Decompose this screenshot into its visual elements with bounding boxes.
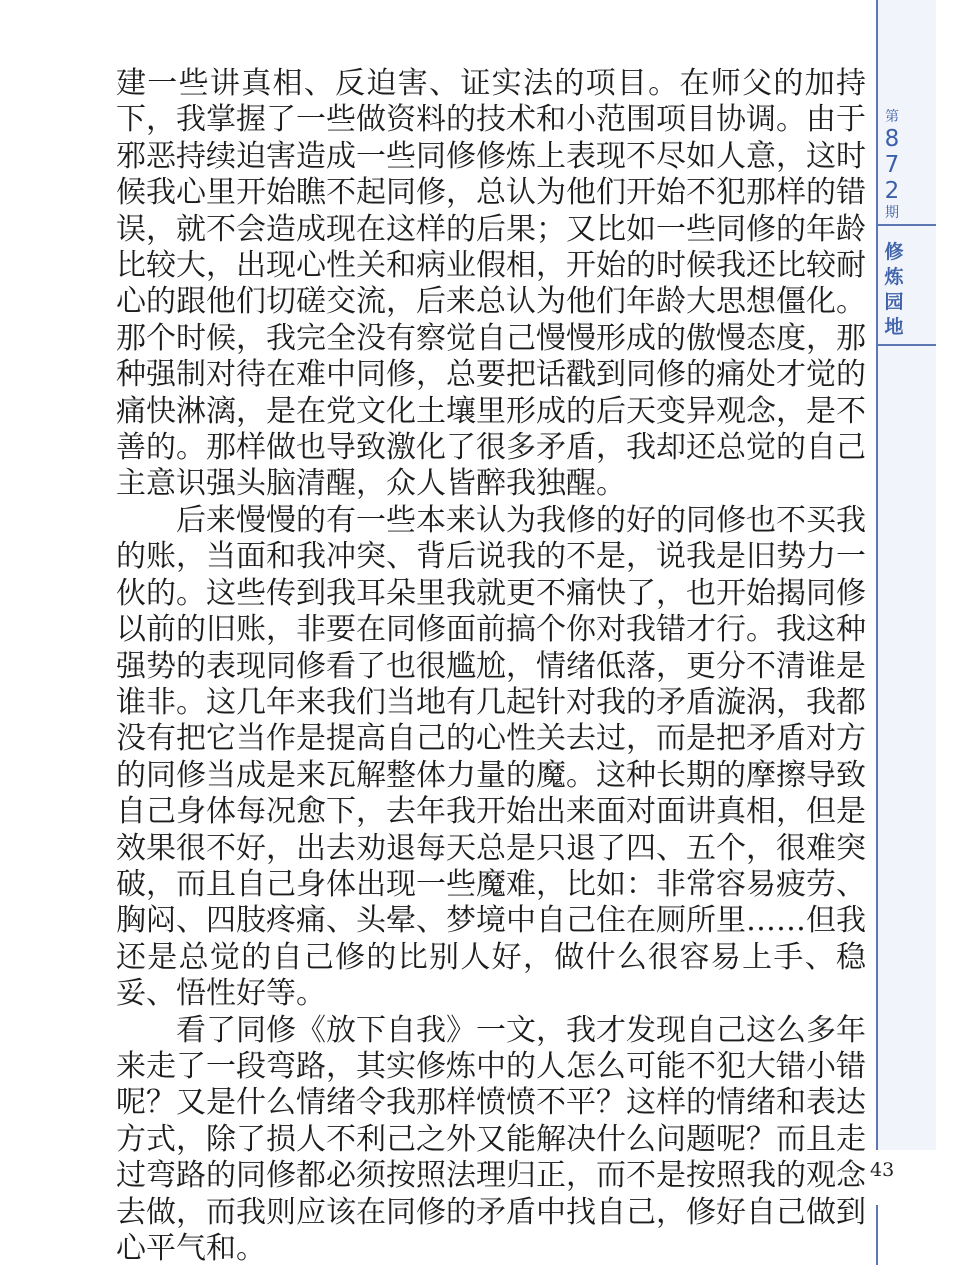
sidebar-bottom-line bbox=[876, 1205, 878, 1265]
paragraph: 后来慢慢的有一些本来认为我修的好的同修也不买我的账，当面和我冲突、背后说我的不是，说我是旧势力一伙的。这些传到我耳朵里我就更不痛快了，也开始揭同修以前的旧账，非要在同修面前搞个你对我错才行。我这种强势的表现同修看了也很尴尬，情绪低落，更分不清谁是谁非。这几年来我们当地有几起针对我的矛盾漩涡，我都没有把它当作是提高自己的心性关去过，而是把矛盾对方的同修当成是来瓦解整体力量的魔。这种长期的摩擦导致自己身体每况愈下，去年我开始出来面对面讲真相，但是效果很不好，出去劝退每天总是只退了四、五个，很难突破，而且自己身体出现一些魔难，比如：非常容易疲劳、胸闷、四肢疼痛、头晕、梦境中自己住在厕所里……但我还是总觉的自己修的比别人好，做什么很容易上手、稳妥、悟性好等。 bbox=[116, 502, 866, 1012]
body-text bbox=[116, 66, 866, 1267]
section-title bbox=[880, 240, 908, 340]
section-char: 修 bbox=[884, 241, 904, 263]
section-char: 炼 bbox=[884, 266, 904, 288]
issue-digit: 8 bbox=[884, 126, 900, 152]
issue-suffix: 期 bbox=[885, 205, 899, 221]
issue-prefix: 第 bbox=[885, 109, 899, 125]
issue-digit: 2 bbox=[884, 178, 900, 204]
page-number: 43 bbox=[870, 1159, 895, 1181]
section-rule bbox=[878, 344, 936, 346]
issue-rule bbox=[878, 224, 936, 226]
issue-digit: 7 bbox=[884, 152, 900, 178]
paragraph: 建一些讲真相、反迫害、证实法的项目。在师父的加持下，我掌握了一些做资料的技术和小范围项目协调。由于邪恶持续迫害造成一些同修修炼上表现不尽如人意，这时候我心里开始瞧不起同修，总认为他们开始不犯那样的错误，就不会造成现在这样的后果；又比如一些同修的年龄比较大，出现心性关和病业假相，开始的时候我还比较耐心的跟他们切磋交流，后来总认为他们年龄大思想僵化。那个时候，我完全没有察觉自己慢慢形成的傲慢态度，那种强制对待在难中同修，总要把话戳到同修的痛处才觉的痛快淋漓，是在党文化土壤里形成的后天变异观念，是不善的。那样做也导致激化了很多矛盾，我却还总觉的自己主意识强头脑清醒，众人皆醉我独醒。 bbox=[116, 66, 866, 502]
paragraph: 看了同修《放下自我》一文，我才发现自己这么多年来走了一段弯路，其实修炼中的人怎么可能不犯大错小错呢？又是什么情绪令我那样愤愤不平？这样的情绪和表达方式，除了损人不利己之外又能解决什么问题呢？而且走过弯路的同修都必须按照法理归正，而不是按照我的观念去做，而我则应该在同修的矛盾中找自己，修好自己做到心平气和。 bbox=[116, 1012, 866, 1266]
section-char: 地 bbox=[884, 316, 904, 338]
issue-number bbox=[878, 108, 906, 222]
section-char: 园 bbox=[884, 291, 904, 313]
